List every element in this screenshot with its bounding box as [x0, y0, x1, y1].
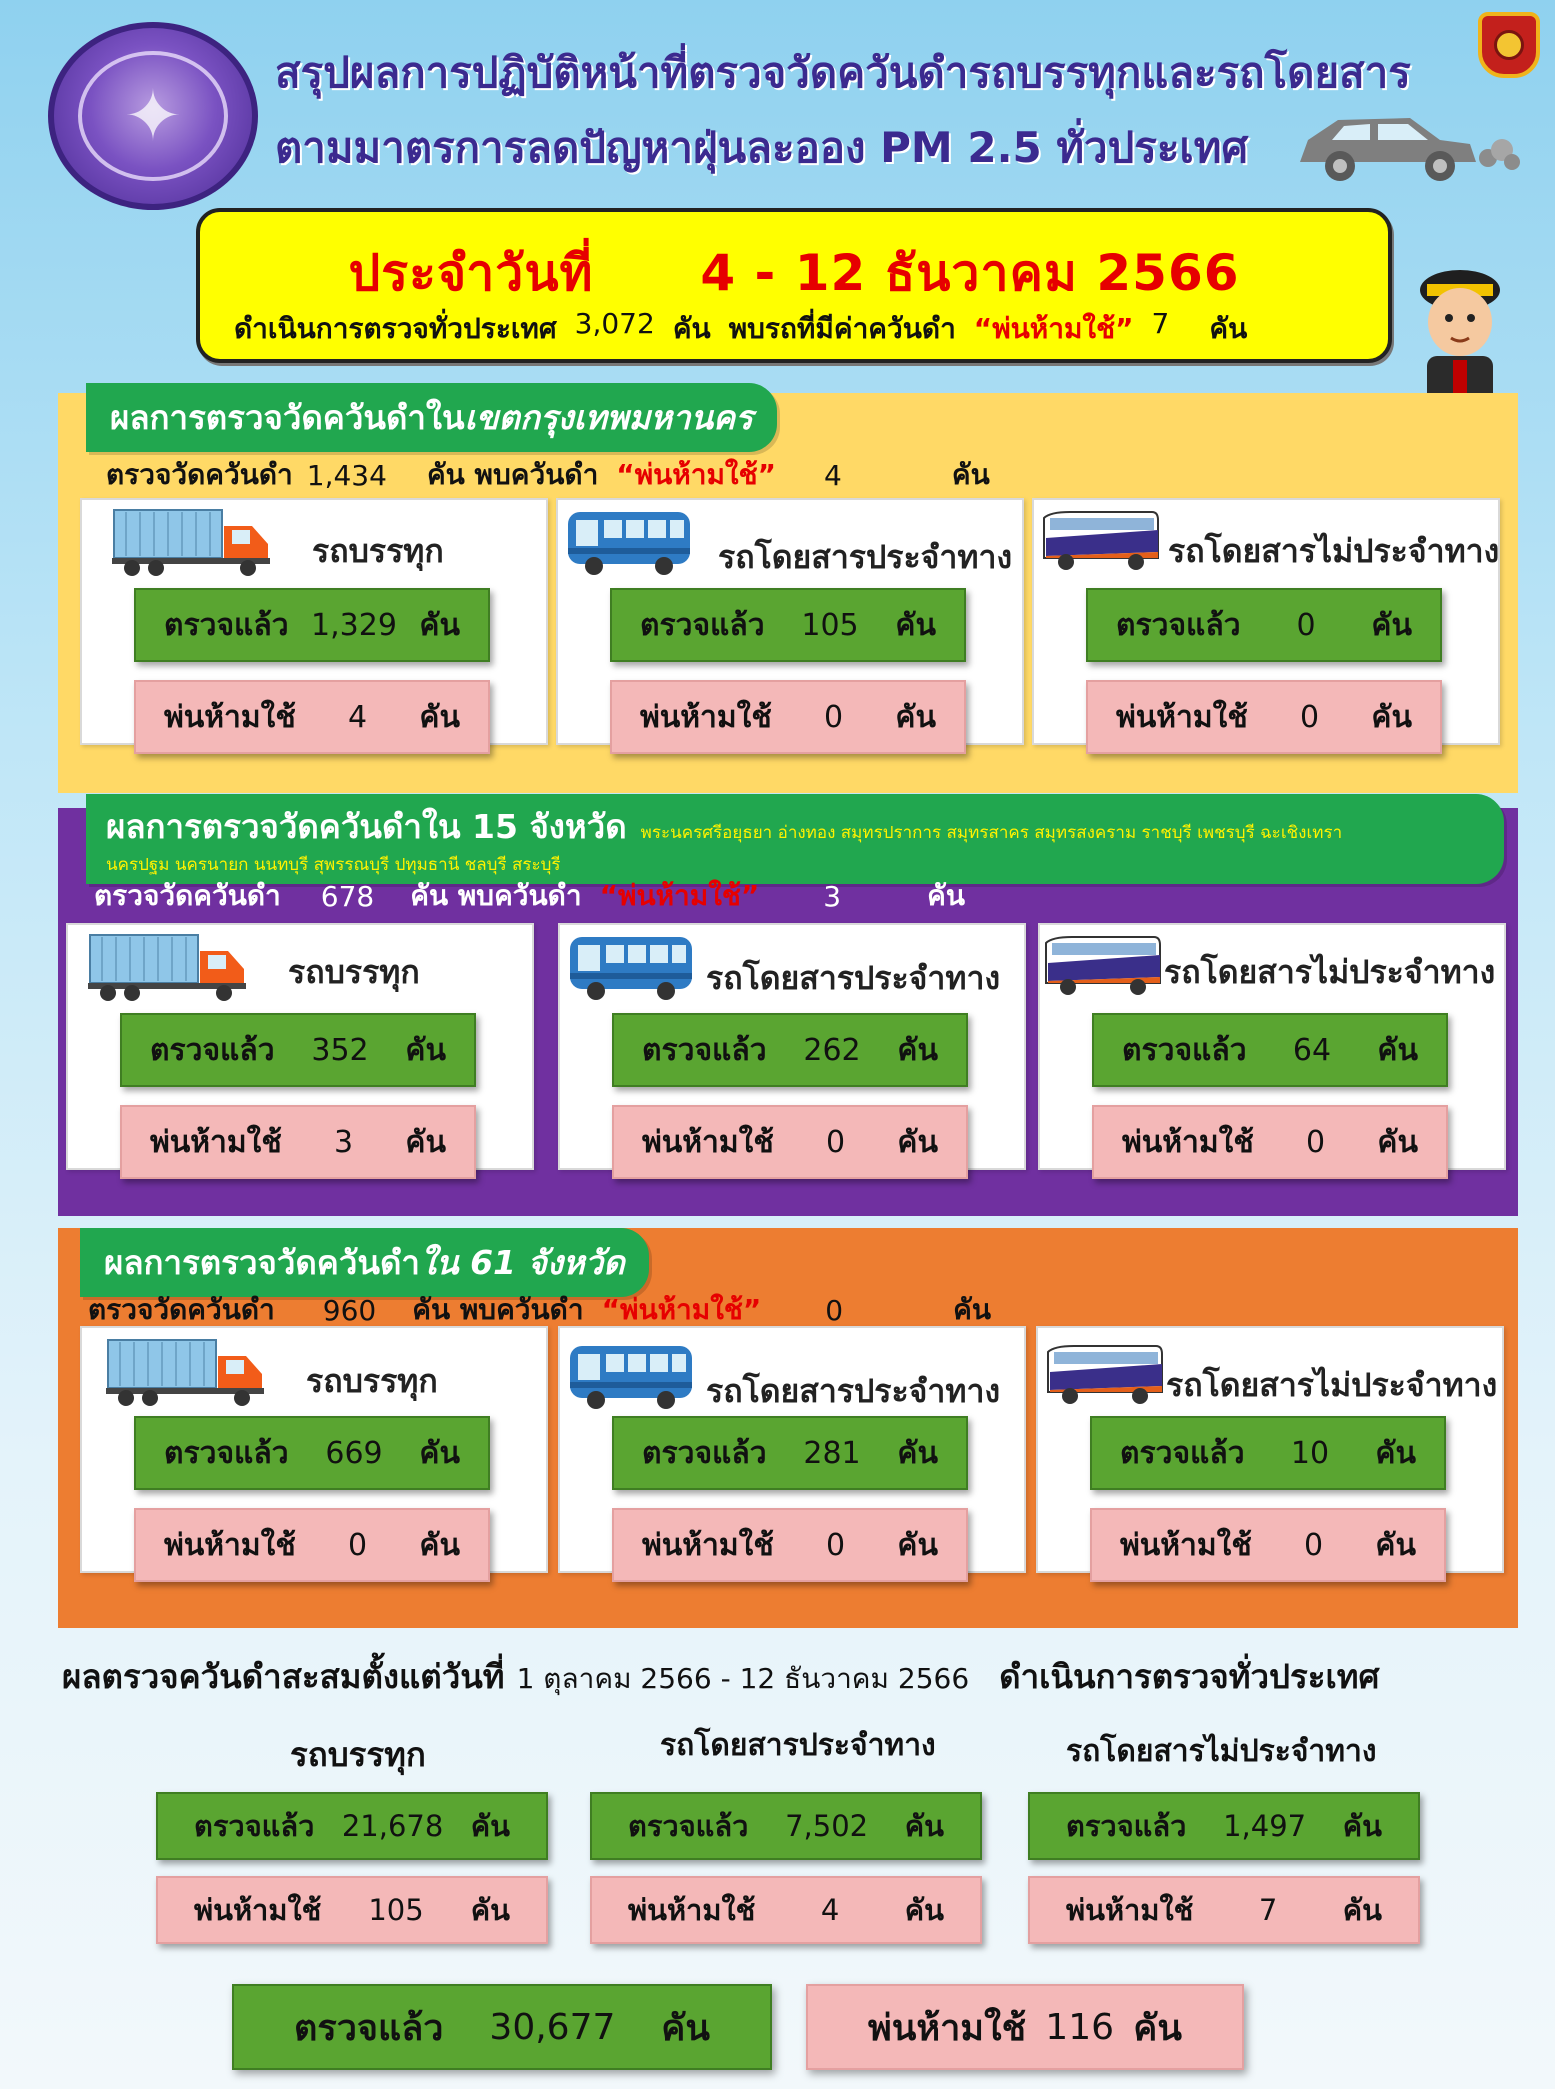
- checked-value: 352: [311, 1032, 369, 1068]
- cum-label-bus-nonregular: รถโดยสารไม่ประจำทาง: [1066, 1734, 1377, 1769]
- section-tab-61-provinces: [80, 1228, 649, 1297]
- unit-label: คัน: [895, 607, 936, 643]
- cumulative-scope: ดำเนินการตรวจทั่วประเทศ: [999, 1657, 1380, 1696]
- tab-prefix: ผลการตรวจวัดควันดำใน: [110, 398, 465, 437]
- card-title-bus-regular: รถโดยสารประจำทาง: [706, 959, 1001, 997]
- tab-prefix: ผลการตรวจวัดควันดำ: [104, 1243, 420, 1282]
- checked-value: 10: [1290, 1435, 1330, 1471]
- banned-value: 0: [1300, 699, 1320, 735]
- unit-label: คัน: [419, 1527, 460, 1563]
- truck-icon: [112, 506, 272, 582]
- date-range: 4 - 12 ธันวาคม 2566: [700, 244, 1240, 302]
- cum-truck-checked: [156, 1792, 548, 1860]
- tab-province-list: พระนครศรีอยุธยา อ่างทอง สมุทรปราการ สมุทรสาคร สมุทรสงคราม ราชบุรี เพชรบุรี ฉะเชิงเทรา: [640, 823, 1343, 843]
- cumulative-period: 1 ตุลาคม 2566 - 12 ธันวาคม 2566: [516, 1662, 970, 1695]
- card-bus-nonregular: [1036, 1326, 1504, 1573]
- total-checked-value: 30,677: [489, 2006, 616, 2048]
- checked-label: ตรวจแล้ว: [1066, 1809, 1187, 1843]
- section-summary: [106, 453, 990, 497]
- unit-label: คัน: [470, 1809, 510, 1843]
- card-bus-regular: [558, 923, 1026, 1170]
- banned-label: พ่นห้ามใช้: [1116, 699, 1248, 735]
- card-title-truck: รถบรรทุก: [306, 1362, 438, 1400]
- date-label: ประจำวันที่: [348, 244, 594, 302]
- unit-label: คัน: [951, 458, 990, 491]
- city-bus-icon: [566, 508, 694, 582]
- tab-province-list-2: นครปฐม นครนายก นนทบุรี สุพรรณบุรี ปทุมธานี ชลบุรี สระบุรี: [106, 855, 561, 875]
- card-bus-nonregular: [1032, 498, 1500, 745]
- banned-value: 0: [348, 1527, 368, 1563]
- checked-pill: [612, 1013, 968, 1087]
- banned-label: พ่นห้ามใช้: [642, 1527, 774, 1563]
- banned-pill: [134, 1508, 490, 1582]
- summary-total: 3,072: [574, 307, 655, 340]
- section-bangkok: [58, 393, 1518, 793]
- banned-label: พ่นห้ามใช้: [1122, 1124, 1254, 1160]
- found-label: คัน พบควันดำ: [410, 879, 582, 912]
- unit-label: คัน: [419, 699, 460, 735]
- banned-label: พ่นห้ามใช้: [628, 1893, 756, 1927]
- card-bus-regular: [556, 498, 1024, 745]
- checked-label: ตรวจแล้ว: [1120, 1435, 1245, 1471]
- unit-label: คัน: [904, 1809, 944, 1843]
- checked-value: 64: [1292, 1032, 1332, 1068]
- card-title-bus-regular: รถโดยสารประจำทาง: [706, 1372, 1001, 1410]
- unit-label: คัน: [419, 607, 460, 643]
- banned-pill: [134, 680, 490, 754]
- banned-value: 0: [826, 1527, 846, 1563]
- tour-bus-icon: [1040, 508, 1160, 578]
- measured-value: 1,434: [306, 458, 387, 492]
- checked-label: ตรวจแล้ว: [1122, 1032, 1247, 1068]
- cum-label-bus-regular: รถโดยสารประจำทาง: [660, 1728, 936, 1763]
- tour-bus-icon: [1044, 1342, 1164, 1412]
- unit-label: คัน: [1371, 699, 1412, 735]
- banned-value: 4: [824, 458, 842, 492]
- card-title-bus-regular: รถโดยสารประจำทาง: [718, 538, 1013, 576]
- banned-pill: [1090, 1508, 1446, 1582]
- checked-pill: [120, 1013, 476, 1087]
- banned-pill: [612, 1508, 968, 1582]
- card-title-bus-nonregular: รถโดยสารไม่ประจำทาง: [1168, 532, 1500, 570]
- checked-label: ตรวจแล้ว: [294, 2007, 444, 2049]
- checked-value: 262: [803, 1032, 861, 1068]
- banned-value: 7: [1258, 1893, 1278, 1927]
- measured-value: 678: [320, 879, 375, 913]
- summary-banned: 7: [1151, 307, 1170, 340]
- banned-pill: [1086, 680, 1442, 754]
- checked-pill: [1086, 588, 1442, 662]
- card-bus-nonregular: [1038, 923, 1506, 1170]
- checked-value: 7,502: [785, 1809, 869, 1843]
- banned-label: พ่นห้ามใช้: [642, 1124, 774, 1160]
- cum-bus-regular-banned: [590, 1876, 982, 1944]
- checked-label: ตรวจแล้ว: [1116, 607, 1241, 643]
- checked-value: 281: [803, 1435, 861, 1471]
- department-seal-logo: [48, 22, 258, 210]
- measured-label: ตรวจวัดควันดำ: [106, 458, 293, 491]
- date-banner: [196, 208, 1392, 363]
- car-smoke-icon: [1290, 100, 1520, 190]
- section-tab-bangkok: [86, 383, 777, 452]
- banned-label: พ่นห้ามใช้: [150, 1124, 282, 1160]
- cumulative-title: ผลตรวจควันดำสะสมตั้งแต่วันที่: [62, 1657, 505, 1696]
- card-title-truck: รถบรรทุก: [288, 953, 420, 991]
- summary-banned-label: “พ่นห้ามใช้”: [973, 312, 1134, 345]
- cum-label-truck: รถบรรทุก: [290, 1735, 426, 1774]
- checked-label: ตรวจแล้ว: [164, 1435, 289, 1471]
- card-title-bus-nonregular: รถโดยสารไม่ประจำทาง: [1164, 953, 1496, 991]
- card-truck: [80, 498, 548, 745]
- card-title-bus-nonregular: รถโดยสารไม่ประจำทาง: [1166, 1366, 1498, 1404]
- summary-unit-2: คัน: [1209, 312, 1248, 345]
- cum-bus-nonregular-banned: [1028, 1876, 1420, 1944]
- banned-label: พ่นห้ามใช้: [164, 699, 296, 735]
- police-badge-icon: [1478, 12, 1540, 78]
- tour-bus-icon: [1042, 933, 1162, 1003]
- garuda-emblem-icon: ✦: [78, 51, 228, 181]
- unit-label: คัน: [1342, 1893, 1382, 1927]
- unit-label: คัน: [405, 1032, 446, 1068]
- banned-quoted: “พ่นห้ามใช้”: [601, 1293, 762, 1326]
- checked-label: ตรวจแล้ว: [642, 1032, 767, 1068]
- checked-label: ตรวจแล้ว: [642, 1435, 767, 1471]
- section-summary: [94, 874, 965, 918]
- summary-prefix: ดำเนินการตรวจทั่วประเทศ: [234, 312, 557, 345]
- banned-pill: [612, 1105, 968, 1179]
- unit-label: คัน: [1375, 1527, 1416, 1563]
- banned-label: พ่นห้ามใช้: [1066, 1893, 1194, 1927]
- checked-value: 105: [801, 607, 859, 643]
- checked-label: ตรวจแล้ว: [194, 1809, 315, 1843]
- page-title-line1: สรุปผลการปฏิบัติหน้าที่ตรวจวัดควันดำรถบรรทุกและรถโดยสาร: [275, 48, 1411, 97]
- card-truck: [80, 1326, 548, 1573]
- card-bus-regular: [558, 1326, 1026, 1573]
- unit-label: คัน: [1371, 607, 1412, 643]
- unit-label: คัน: [419, 1435, 460, 1471]
- unit-label: คัน: [1133, 2007, 1182, 2049]
- banned-value: 0: [1304, 1527, 1324, 1563]
- banned-label: พ่นห้ามใช้: [1120, 1527, 1252, 1563]
- unit-label: คัน: [953, 1293, 991, 1326]
- banned-value: 0: [824, 699, 844, 735]
- found-label: คัน พบควันดำ: [412, 1293, 584, 1326]
- section-tab-15-provinces: [86, 794, 1504, 884]
- unit-label: คัน: [1375, 1435, 1416, 1471]
- truck-icon: [88, 931, 248, 1007]
- checked-value: 21,678: [341, 1809, 444, 1843]
- checked-label: ตรวจแล้ว: [150, 1032, 275, 1068]
- unit-label: คัน: [405, 1124, 446, 1160]
- banned-pill: [610, 680, 966, 754]
- checked-pill: [134, 1416, 490, 1490]
- banned-pill: [1092, 1105, 1448, 1179]
- banned-label: พ่นห้ามใช้: [164, 1527, 296, 1563]
- banned-label: พ่นห้ามใช้: [640, 699, 772, 735]
- unit-label: คัน: [1342, 1809, 1382, 1843]
- unit-label: คัน: [470, 1893, 510, 1927]
- tab-emphasis: เขตกรุงเทพมหานคร: [464, 398, 753, 437]
- checked-pill: [134, 588, 490, 662]
- checked-pill: [612, 1416, 968, 1490]
- unit-label: คัน: [1377, 1124, 1418, 1160]
- banned-value: 0: [826, 1124, 846, 1160]
- banned-value: 0: [825, 1293, 844, 1327]
- unit-label: คัน: [897, 1435, 938, 1471]
- banned-label: พ่นห้ามใช้: [868, 2007, 1027, 2049]
- checked-value: 669: [325, 1435, 383, 1471]
- banned-quoted: “พ่นห้ามใช้”: [599, 879, 760, 912]
- total-banned-value: 116: [1045, 2006, 1115, 2048]
- unit-label: คัน: [927, 879, 965, 912]
- found-label: คัน พบควันดำ: [426, 458, 599, 491]
- checked-label: ตรวจแล้ว: [628, 1809, 749, 1843]
- checked-label: ตรวจแล้ว: [640, 607, 765, 643]
- measured-value: 960: [322, 1293, 377, 1327]
- banned-value: 3: [823, 879, 842, 913]
- banned-value: 4: [348, 699, 368, 735]
- summary-unit: คัน: [672, 312, 711, 345]
- tab-emphasis: ใน 61 จังหวัด: [419, 1243, 625, 1282]
- checked-pill: [610, 588, 966, 662]
- unit-label: คัน: [1377, 1032, 1418, 1068]
- cum-bus-regular-checked: [590, 1792, 982, 1860]
- cum-bus-nonregular-checked: [1028, 1792, 1420, 1860]
- cumulative-heading: [62, 1650, 1379, 1703]
- unit-label: คัน: [897, 1527, 938, 1563]
- banned-value: 4: [820, 1893, 840, 1927]
- summary-mid: พบรถที่มีค่าควันดำ: [728, 312, 956, 345]
- banned-value: 0: [1306, 1124, 1326, 1160]
- unit-label: คัน: [897, 1124, 938, 1160]
- checked-pill: [1092, 1013, 1448, 1087]
- banned-pill: [120, 1105, 476, 1179]
- measured-label: ตรวจวัดควันดำ: [88, 1293, 275, 1326]
- city-bus-icon: [568, 933, 696, 1007]
- unit-label: คัน: [661, 2007, 710, 2049]
- checked-value: 0: [1296, 607, 1316, 643]
- checked-label: ตรวจแล้ว: [164, 607, 289, 643]
- truck-icon: [106, 1336, 266, 1412]
- checked-value: 1,329: [311, 607, 397, 643]
- section-15-provinces: [58, 808, 1518, 1216]
- section-61-provinces: [58, 1228, 1518, 1628]
- card-title-truck: รถบรรทุก: [312, 532, 444, 570]
- tab-prefix: ผลการตรวจวัดควันดำใน 15 จังหวัด: [106, 807, 627, 846]
- unit-label: คัน: [897, 1032, 938, 1068]
- city-bus-icon: [568, 1342, 696, 1416]
- banned-label: พ่นห้ามใช้: [194, 1893, 322, 1927]
- total-banned-pill: [806, 1984, 1244, 2070]
- checked-value: 1,497: [1223, 1809, 1307, 1843]
- card-truck: [66, 923, 534, 1170]
- total-checked-pill: [232, 1984, 772, 2070]
- unit-label: คัน: [895, 699, 936, 735]
- banned-quoted: “พ่นห้ามใช้”: [616, 458, 777, 491]
- unit-label: คัน: [904, 1893, 944, 1927]
- checked-pill: [1090, 1416, 1446, 1490]
- measured-label: ตรวจวัดควันดำ: [94, 879, 281, 912]
- banned-value: 105: [368, 1893, 424, 1927]
- cum-truck-banned: [156, 1876, 548, 1944]
- banned-value: 3: [334, 1124, 354, 1160]
- page-title-line2: ตามมาตรการลดปัญหาฝุ่นละออง PM 2.5 ทั่วประเทศ: [275, 123, 1249, 172]
